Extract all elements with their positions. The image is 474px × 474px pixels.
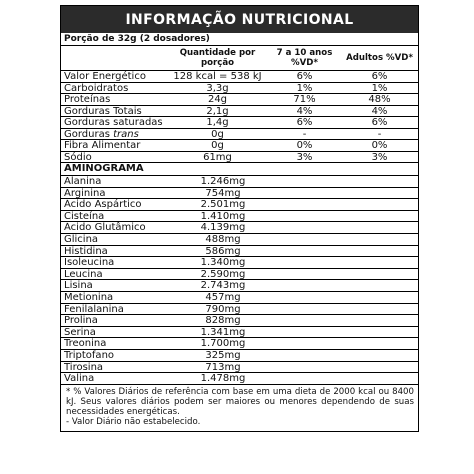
amino-name: Treonina xyxy=(64,338,107,350)
nutrient-name: Valor Energético xyxy=(64,71,146,82)
nutrient-quantity: 2,1g xyxy=(206,105,229,116)
nutrient-name-italic: trans xyxy=(113,128,139,139)
nutrient-vd-adults: 6% xyxy=(371,71,388,82)
amino-row xyxy=(61,315,418,327)
nutrient-row xyxy=(61,106,418,118)
amino-quantity: 586mg xyxy=(205,245,241,257)
nutrient-vd-adults: 48% xyxy=(368,94,391,105)
nutrient-vd-adults: 4% xyxy=(371,105,388,116)
amino-row xyxy=(61,257,418,269)
amino-name: Isoleucina xyxy=(64,257,115,269)
amino-row xyxy=(61,211,418,223)
nutrient-quantity: 0g xyxy=(211,128,224,139)
amino-quantity: 828mg xyxy=(205,315,241,327)
nutrient-vd-adults: 6% xyxy=(371,117,388,128)
nutrient-name: Sódio xyxy=(64,151,92,162)
nutrient-vd-kids: 3% xyxy=(296,151,313,162)
nutrient-name: Proteínas xyxy=(64,94,111,105)
nutrient-row xyxy=(61,140,418,152)
nutrient-row xyxy=(61,94,418,106)
amino-row xyxy=(61,327,418,339)
nutrient-vd-adults: 1% xyxy=(371,82,388,93)
nutrient-vd-kids: - xyxy=(302,128,307,139)
portion-size: Porção de 32g (2 dosadores) xyxy=(61,33,418,46)
label-title: INFORMAÇÃO NUTRICIONAL xyxy=(61,6,418,33)
nutrient-vd-kids: 4% xyxy=(296,105,313,116)
nutrient-name: Fibra Alimentar xyxy=(64,140,141,151)
header-blank xyxy=(61,46,167,70)
amino-name: Ácido Glutâmico xyxy=(64,222,146,234)
nutrient-quantity: 128 kcal = 538 kJ xyxy=(173,71,262,82)
amino-row xyxy=(61,188,418,200)
nutrient-row xyxy=(61,117,418,129)
header-vd-adults: Adultos %VD* xyxy=(346,53,413,63)
nutrient-vd-kids: 6% xyxy=(296,71,313,82)
header-vd-kids: 7 a 10 anos %VD* xyxy=(276,48,333,68)
amino-name: Prolina xyxy=(64,315,98,327)
nutrient-quantity: 3,3g xyxy=(206,82,229,93)
amino-row xyxy=(61,350,418,362)
footnote-reference: * % Valores Diários de referência com base em uma dieta de 2000 kcal ou 8400 kJ. Seus valores diários podem ser maiores ou menores dependendo de suas necessidades energéticas. xyxy=(66,386,414,417)
footnote-not-established: - Valor Diário não estabelecido. xyxy=(66,416,201,427)
amino-row xyxy=(61,246,418,258)
nutrient-row xyxy=(61,152,418,164)
nutrient-vd-kids: 71% xyxy=(293,94,316,105)
nutrient-name-main: Gorduras xyxy=(64,128,114,139)
amino-row xyxy=(61,269,418,281)
amino-name: Metionina xyxy=(64,291,114,303)
amino-row xyxy=(61,304,418,316)
table-header xyxy=(61,46,418,71)
amino-quantity: 790mg xyxy=(205,303,241,315)
amino-row xyxy=(61,234,418,246)
amino-quantity: 713mg xyxy=(205,361,241,373)
amino-name: Tirosina xyxy=(64,361,104,373)
amino-quantity: 1.246mg xyxy=(200,176,246,187)
nutrient-row xyxy=(61,129,418,141)
amino-name: Glicina xyxy=(64,233,99,245)
nutrient-vd-adults: - xyxy=(377,128,382,139)
amino-row xyxy=(61,280,418,292)
nutrient-quantity: 24g xyxy=(207,94,228,105)
amino-quantity: 1.410mg xyxy=(200,210,246,222)
nutrient-quantity: 61mg xyxy=(203,151,232,162)
amino-quantity: 325mg xyxy=(205,349,241,361)
nutrient-rows xyxy=(61,71,418,163)
aminogram-title: AMINOGRAMA xyxy=(61,163,418,176)
amino-row xyxy=(61,176,418,188)
amino-name: Ácido Aspártico xyxy=(64,199,142,211)
nutrient-name: Gorduras saturadas xyxy=(64,117,163,128)
header-quantity: Quantidade por porção xyxy=(179,48,256,68)
nutrient-quantity: 0g xyxy=(211,140,224,151)
amino-name: Lisina xyxy=(64,280,93,292)
nutrition-label xyxy=(60,5,419,432)
amino-quantity: 2.501mg xyxy=(200,199,246,211)
nutrient-quantity: 1,4g xyxy=(206,117,229,128)
amino-row xyxy=(61,362,418,374)
amino-name: Valina xyxy=(64,373,95,385)
nutrient-vd-adults: 3% xyxy=(371,151,388,162)
amino-quantity: 488mg xyxy=(205,233,241,245)
amino-quantity: 457mg xyxy=(205,291,241,303)
amino-name: Leucina xyxy=(64,268,103,280)
amino-quantity: 754mg xyxy=(205,187,241,199)
amino-name: Serina xyxy=(64,326,96,338)
amino-quantity: 1.478mg xyxy=(200,373,246,385)
amino-name: Cisteína xyxy=(64,210,105,222)
amino-name: Triptofano xyxy=(64,349,115,361)
amino-quantity: 1.341mg xyxy=(200,326,246,338)
nutrient-vd-kids: 1% xyxy=(296,82,313,93)
amino-name: Histidina xyxy=(64,245,108,257)
nutrient-vd-kids: 6% xyxy=(296,117,313,128)
amino-row xyxy=(61,222,418,234)
nutrient-name: Carboidratos xyxy=(64,82,129,93)
amino-quantity: 1.340mg xyxy=(200,257,246,269)
nutrient-row xyxy=(61,83,418,95)
amino-quantity: 1.700mg xyxy=(200,338,246,350)
nutrient-name: Gorduras Totais xyxy=(64,105,142,116)
amino-name: Alanina xyxy=(64,176,102,187)
amino-row xyxy=(61,373,418,385)
nutrient-name xyxy=(61,129,167,140)
amino-rows xyxy=(61,176,418,385)
footnotes xyxy=(61,385,418,431)
amino-row xyxy=(61,199,418,211)
amino-quantity: 2.743mg xyxy=(200,280,246,292)
amino-quantity: 2.590mg xyxy=(200,268,246,280)
amino-row xyxy=(61,338,418,350)
nutrient-row xyxy=(61,71,418,83)
nutrient-vd-adults: 0% xyxy=(371,140,388,151)
amino-name: Fenilalanina xyxy=(64,303,124,315)
nutrient-vd-kids: 0% xyxy=(296,140,313,151)
amino-row xyxy=(61,292,418,304)
amino-quantity: 4.139mg xyxy=(200,222,246,234)
amino-name: Arginina xyxy=(64,187,106,199)
